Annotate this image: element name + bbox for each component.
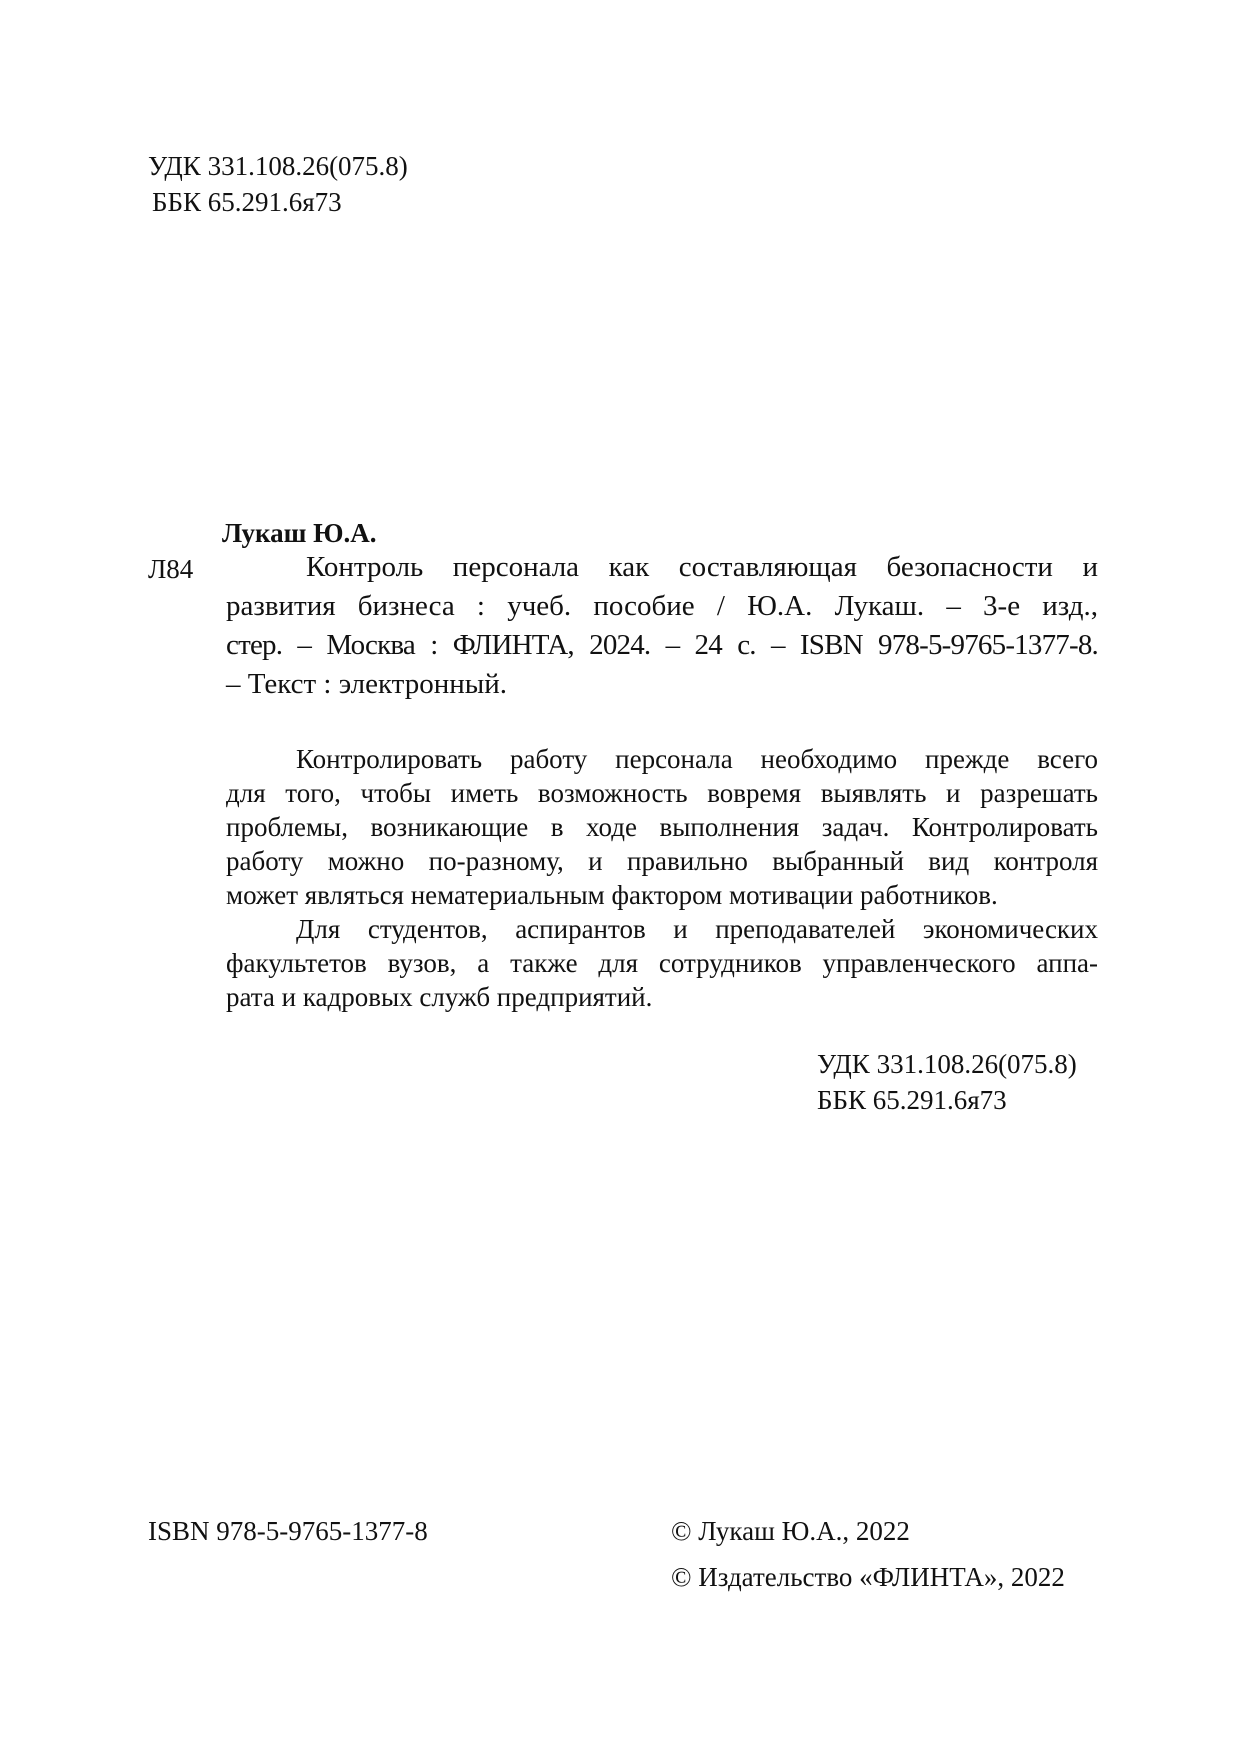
copyright-publisher: © Издательство «ФЛИНТА», 2022 bbox=[671, 1562, 1065, 1592]
author-heading: Лукаш Ю.А. bbox=[222, 518, 377, 548]
copyright-block bbox=[671, 1508, 1065, 1600]
right-bbk-code: ББК 65.291.6я73 bbox=[817, 1085, 1007, 1115]
right-udk-code: УДК 331.108.26(075.8) bbox=[817, 1049, 1077, 1079]
copyright-author: © Лукаш Ю.А., 2022 bbox=[671, 1516, 910, 1546]
top-udk-code: УДК 331.108.26(075.8) bbox=[148, 151, 408, 181]
cutter-code: Л84 bbox=[148, 554, 194, 584]
annotation-line: факультетов вузов, а также для сотрудников управленческого аппа- bbox=[226, 948, 1098, 978]
annotation-line: проблемы, возникающие в ходе выполнения задач. Контролировать bbox=[226, 812, 1098, 842]
annotation-line: рата и кадровых служб предприятий. bbox=[226, 982, 653, 1012]
annotation-line: может являться нематериальным фактором мотивации работников. bbox=[226, 880, 998, 910]
annotation-line: работу можно по-разному, и правильно выбранный вид контроля bbox=[226, 846, 1098, 876]
annotation-line: Для студентов, аспирантов и преподавателей экономических bbox=[296, 914, 1098, 944]
isbn-number: ISBN 978-5-9765-1377-8 bbox=[148, 1516, 428, 1546]
biblio-line: развития бизнеса : учеб. пособие / Ю.А. Лукаш. – 3-е изд., bbox=[226, 590, 1098, 622]
biblio-line: – Текст : электронный. bbox=[226, 668, 507, 700]
annotation-block bbox=[226, 742, 1098, 1014]
annotation-line: для того, чтобы иметь возможность вовремя выявлять и разрешать bbox=[226, 778, 1098, 808]
biblio-line: Контроль персонала как составляющая безопасности и bbox=[306, 551, 1098, 583]
top-classification-block bbox=[148, 148, 408, 220]
biblio-line: стер. – Москва : ФЛИНТА, 2024. – 24 с. – ISBN 978-5-9765-1377-8. bbox=[226, 629, 1098, 661]
right-classification-block bbox=[817, 1046, 1077, 1118]
top-bbk-code: ББК 65.291.6я73 bbox=[152, 187, 342, 217]
annotation-line: Контролировать работу персонала необходимо прежде всего bbox=[296, 744, 1098, 774]
bibliographic-description bbox=[226, 548, 1098, 704]
